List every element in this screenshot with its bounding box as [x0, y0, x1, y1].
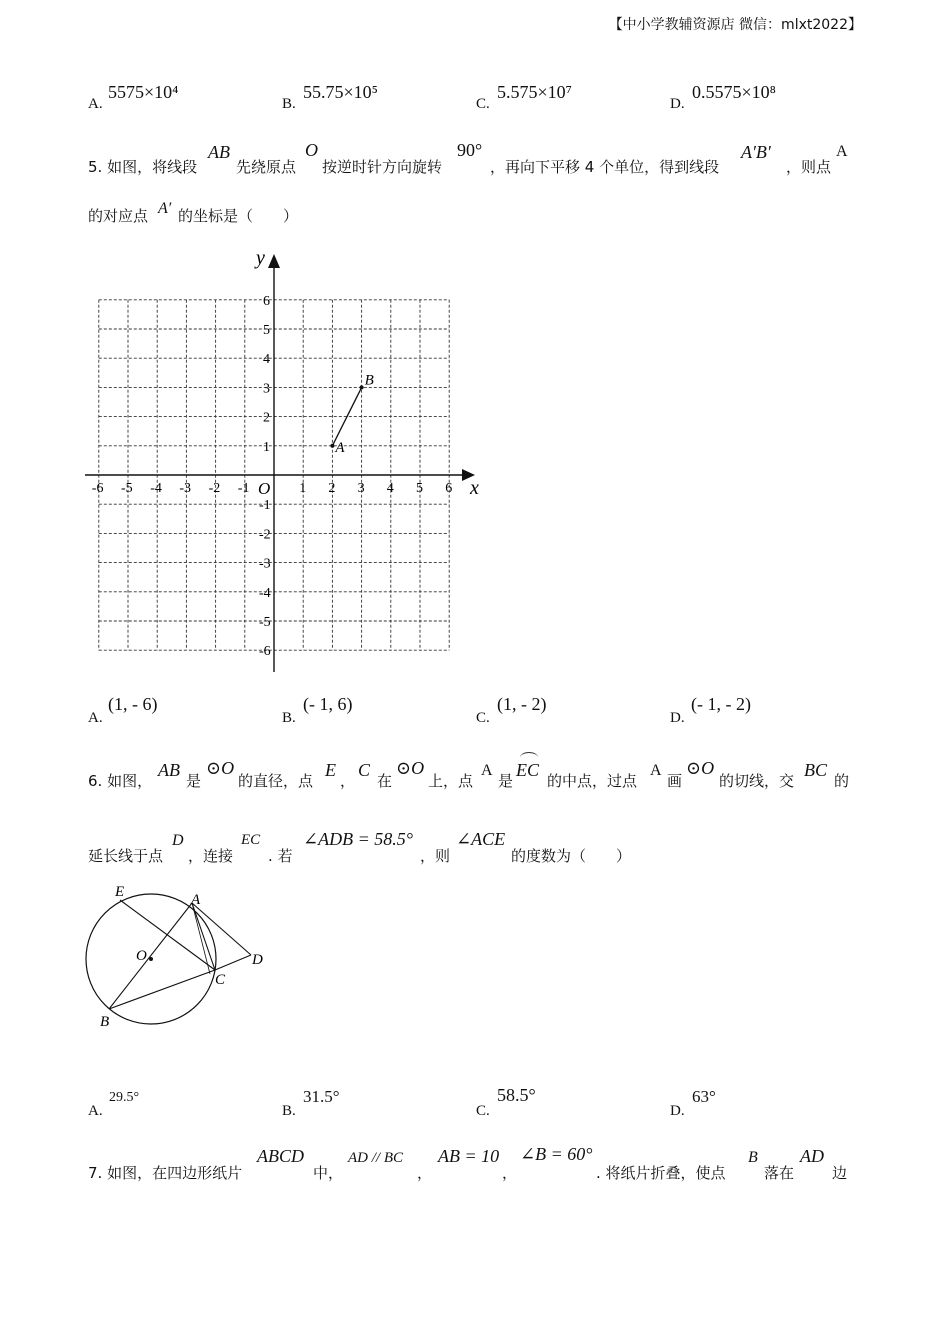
- y-tick-label: -5: [259, 615, 271, 630]
- q6-text-2: 的直径，点: [238, 772, 314, 790]
- label-e: E: [115, 884, 125, 900]
- q6-circle-figure: [82, 878, 277, 1033]
- q5-text-2: 先绕原点: [236, 158, 297, 176]
- y-tick-label: -2: [259, 527, 271, 543]
- q6-ec: EC: [241, 832, 261, 848]
- q6-e: E: [325, 760, 336, 780]
- q4-option-b-value: 55.75×10⁵: [303, 82, 378, 102]
- q6-c: C: [358, 760, 371, 780]
- q6-angle-ace: ∠ACE: [456, 829, 506, 849]
- x-tick-label: 4: [386, 481, 394, 496]
- q4-option-c-value: 5.575×10⁷: [497, 82, 572, 102]
- q6-line2-text-e: 的度数为（ ）: [511, 847, 632, 865]
- q4-option-a-label: A.: [88, 96, 103, 112]
- label-b: B: [100, 1014, 110, 1030]
- q6-text-3: 在: [377, 772, 393, 790]
- line-a-c-inner: [192, 903, 210, 974]
- chord-ba: [109, 903, 192, 1009]
- q5-number-text: 5. 如图，将线段: [88, 158, 198, 176]
- q6-option-b-value: 31.5°: [303, 1087, 340, 1106]
- q6-bc: BC: [804, 760, 828, 780]
- q5-option-b-value: (- 1, 6): [303, 694, 353, 714]
- y-tick-label: -6: [259, 644, 271, 660]
- q6-comma: ，: [340, 772, 356, 790]
- q5-origin-o: O: [305, 140, 318, 160]
- x-axis-label: x: [470, 477, 479, 499]
- q6-text-1: 是: [186, 772, 202, 790]
- q7-angle-b: ∠B = 60°: [520, 1144, 593, 1164]
- q7-abcd: ABCD: [257, 1146, 304, 1166]
- y-tick-label: -4: [259, 585, 271, 601]
- q7-text-1: 中，: [313, 1164, 344, 1182]
- point-b-label: B: [364, 372, 374, 389]
- q6-line2-text-a: 延长线于点: [88, 847, 164, 865]
- q6-option-c-label: C.: [476, 1103, 490, 1119]
- y-tick-label: 4: [263, 352, 270, 368]
- q4-option-c-label: C.: [476, 96, 490, 112]
- x-tick-label: 3: [357, 481, 365, 496]
- x-tick-label: -6: [91, 481, 104, 496]
- q6-text-6: 的中点，过点: [547, 772, 638, 790]
- q7-number-text: 7. 如图，在四边形纸片: [88, 1164, 243, 1182]
- q4-option-a-value: 5575×10⁴: [108, 82, 179, 102]
- q7-text-2: . 将纸片折叠，使点: [596, 1164, 726, 1182]
- q7-ab10: AB = 10: [438, 1146, 500, 1166]
- x-tick-labels: [92, 481, 452, 496]
- x-tick-label: -5: [121, 481, 133, 496]
- label-o: O: [136, 948, 147, 964]
- q6-option-c-value: 58.5°: [497, 1085, 536, 1105]
- point-a-label: A: [335, 439, 345, 456]
- q5-option-a-value: (1, - 6): [108, 694, 158, 714]
- x-tick-label: -4: [150, 481, 162, 496]
- q6-circle-o-3: ⊙O: [686, 758, 715, 778]
- q6-option-d-value: 63°: [692, 1087, 716, 1106]
- q6-option-b-label: B.: [282, 1103, 296, 1119]
- y-axis-arrow-icon: [268, 254, 280, 268]
- point-a: [330, 444, 334, 448]
- q5-text-4: ，再向下平移 4 个单位，得到线段: [490, 158, 720, 176]
- y-tick-labels: [259, 294, 271, 659]
- q6-option-d-label: D.: [670, 1103, 685, 1119]
- q7-text-4: 边: [832, 1164, 848, 1182]
- q4-option-b-label: B.: [282, 96, 296, 112]
- q6-option-a-value: 29.5°: [109, 1090, 140, 1105]
- q5-option-c-label: C.: [476, 710, 490, 726]
- q6-a-1: A: [481, 762, 493, 779]
- q6-d: D: [172, 832, 184, 849]
- q7-b: B: [748, 1149, 758, 1166]
- header-watermark: 【中小学教辅资源店 微信：mlxt2022】: [608, 17, 862, 33]
- q5-option-c-value: (1, - 2): [497, 694, 547, 714]
- q5-option-d-value: (- 1, - 2): [691, 694, 751, 714]
- q6-line2-text-c: . 若: [268, 847, 293, 865]
- q6-text-5: 是: [498, 772, 514, 790]
- q4-option-d-value: 0.5575×10⁸: [692, 82, 776, 102]
- x-tick-label: 1: [299, 481, 307, 496]
- q6-text-7: 画: [667, 772, 683, 790]
- q6-line2-text-b: ，连接: [188, 847, 234, 865]
- y-tick-label: 3: [263, 381, 270, 397]
- q5-point-a: A: [836, 143, 848, 160]
- y-tick-label: 1: [263, 439, 270, 455]
- center-point-o: [149, 957, 153, 961]
- q5-line2-text-a: 的对应点: [88, 207, 149, 225]
- q5-line2-text-b: 的坐标是（ ）: [178, 207, 299, 225]
- q4-option-d-label: D.: [670, 96, 685, 112]
- q6-text-4: 上，点: [428, 772, 474, 790]
- x-tick-label: -3: [179, 481, 192, 496]
- q5-text-5: ，则点: [786, 158, 832, 176]
- q6-arc-ec: EC: [516, 760, 540, 780]
- q6-option-a-label: A.: [88, 1103, 103, 1119]
- q5-coordinate-grid: [80, 240, 500, 680]
- q6-text-8: 的切线，交: [719, 772, 795, 790]
- y-tick-label: -1: [259, 498, 271, 514]
- q7-ad: AD: [800, 1146, 824, 1166]
- x-tick-label: 6: [445, 481, 453, 496]
- x-tick-label: -1: [237, 481, 250, 496]
- q5-option-a-label: A.: [88, 710, 103, 726]
- q6-a-2: A: [650, 762, 662, 779]
- q7-comma-1: ，: [417, 1164, 433, 1182]
- y-tick-label: 5: [263, 323, 270, 338]
- q6-angle-adb: ∠ADB = 58.5°: [303, 829, 413, 849]
- q7-comma-2: ，: [502, 1164, 518, 1182]
- q5-text-3: 按逆时针方向旋转: [322, 158, 443, 176]
- label-c: C: [215, 972, 226, 988]
- q6-text-9: 的: [834, 772, 850, 790]
- q5-segment-ab: AB: [208, 142, 230, 162]
- q7-text-3: 落在: [764, 1164, 795, 1182]
- y-tick-label: 2: [263, 410, 270, 426]
- x-tick-label: 2: [328, 481, 336, 496]
- q6-circle-o-2: ⊙O: [396, 758, 425, 778]
- y-axis-label: y: [256, 247, 265, 269]
- q6-line2-text-d: ，则: [420, 847, 451, 865]
- label-a: A: [191, 892, 201, 908]
- q6-number-text: 6. 如图，: [88, 772, 153, 790]
- point-b: [360, 385, 364, 389]
- q5-angle: 90°: [457, 140, 483, 160]
- y-tick-label: -3: [259, 556, 271, 572]
- x-tick-label: 5: [416, 481, 423, 496]
- origin-label: O: [258, 479, 271, 498]
- line-cd: [215, 955, 251, 970]
- q7-parallel: AD // BC: [348, 1150, 403, 1166]
- x-tick-label: -2: [208, 481, 221, 496]
- label-d: D: [252, 952, 263, 968]
- q5-option-d-label: D.: [670, 710, 685, 726]
- y-tick-label: 6: [263, 293, 270, 309]
- q5-segment-ab-prime: A′B′: [741, 142, 771, 162]
- q5-a-prime: A′: [158, 200, 172, 217]
- q5-option-b-label: B.: [282, 710, 296, 726]
- q6-ab: AB: [158, 760, 180, 780]
- q6-circle-o-1: ⊙O: [206, 758, 235, 778]
